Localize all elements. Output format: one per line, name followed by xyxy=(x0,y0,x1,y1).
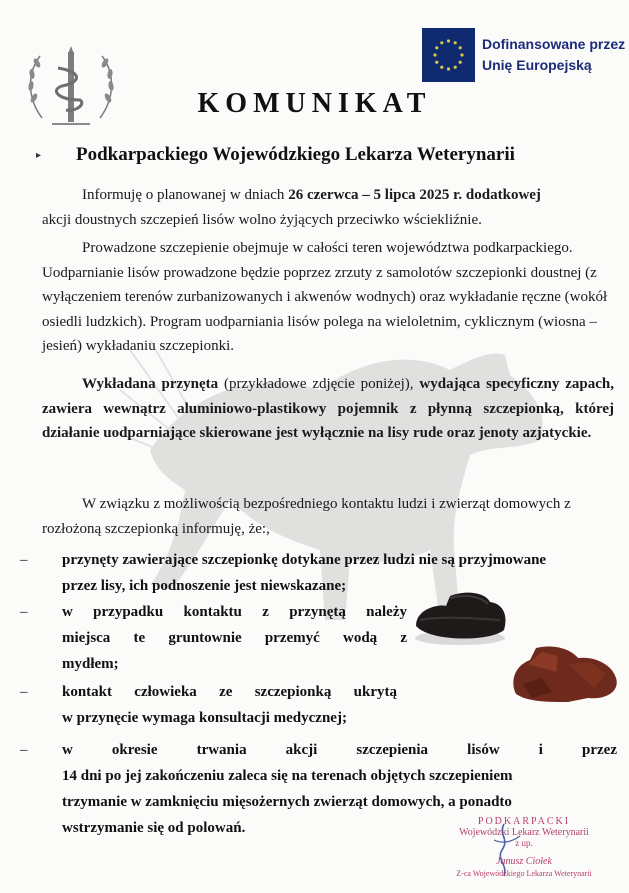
bullet-4-line4: wstrzymanie się od polowań. xyxy=(62,820,246,836)
bullet-dash: – xyxy=(20,684,28,700)
bullet-4-line2: 14 dni po jej zakończeniu zaleca się na terenach objętych szczepieniem xyxy=(62,768,513,784)
bait-note: (przykładowe zdjęcie poniżej), xyxy=(218,376,420,392)
campaign-dates: 26 czerwca – 5 lipca 2025 r. dodatkowej xyxy=(288,187,541,203)
bait-photo-dark xyxy=(410,586,510,648)
page-subtitle: Podkarpackiego Wojewódzkiego Lekarza Weterynarii xyxy=(76,144,515,165)
bullet-3-line2: w przynęcie wymaga konsultacji medycznej; xyxy=(62,710,347,726)
eu-funding-line1: Dofinansowane przez xyxy=(482,36,626,52)
bullet-2-line2: miejsca te gruntownie przemyć wodą z xyxy=(62,630,407,646)
bait-label: Wykładana przynęta xyxy=(82,376,219,392)
bullet-dash: – xyxy=(20,742,28,758)
eu-funding-line2: Unię Europejską xyxy=(482,57,592,73)
bullet-dash: – xyxy=(20,552,28,568)
bullet-4-line1: w okresie trwania akcji szczepienia lisów i przez xyxy=(62,742,617,758)
intro-text: Informuję o planowanej w dniach xyxy=(82,187,289,203)
bullet-4-line3: trzymanie w zamknięciu mięsożernych zwierząt domowych, a ponadto xyxy=(62,794,512,810)
signatory-stamp xyxy=(434,856,614,880)
scan-mark: ▸ xyxy=(36,150,42,161)
bait-description: wydająca specyficzny zapach, zawiera wewnątrz aluminiowo-plastikowy pojemnik z płynną szczepionką, której działanie uodparniające skierowane jest wyłącznie na lisy rude oraz jenoty azjatyckie xyxy=(42,376,615,441)
bullet-2-line3: mydłem; xyxy=(62,656,119,672)
stamp-line2: Wojewódzki Lekarz Weterynarii xyxy=(459,827,589,838)
signatory-role: Z-ca Wojewódzkiego Lekarza Weterynarii xyxy=(456,869,592,878)
intro-text-rest: akcji doustnych szczepień lisów wolno żyjących przeciwko wściekliźnie. xyxy=(42,211,482,228)
bullet-2-line1: w przypadku kontaktu z przynętą należy xyxy=(62,604,407,620)
bullet-1-line2: przez lisy, ich podnoszenie jest niewskazane; xyxy=(62,578,347,594)
intro-paragraph xyxy=(42,183,614,232)
bait-end: . xyxy=(587,425,592,441)
signatory-name: Janusz Ciołek xyxy=(496,856,552,867)
bait-paragraph xyxy=(42,372,614,446)
contact-paragraph: W związku z możliwością bezpośredniego kontaktu ludzi i zwierząt domowych z rozłożoną szczepionką informuję, że:, xyxy=(42,496,571,537)
bait-photo-brown xyxy=(508,644,620,704)
scope-paragraph: Prowadzone szczepienie obejmuje w całości teren województwa podkarpackiego. Uodparnianie lisów prowadzone będzie poprzez zrzuty z samolotów szczepionki doustnej (z wyłączeniem terenów zurbanizowanych i akwenów wodnych) oraz wykładanie ręczne (wokół osiedli ludzkich). Program uodparniania lisów polega na wieloletnim, cyklicznym (wiosna – jesień) wykładaniu szczepionki. xyxy=(42,240,608,354)
veterinary-emblem-logo xyxy=(22,38,120,136)
bullet-3-line1: kontakt człowieka ze szczepionką ukrytą xyxy=(62,684,397,700)
stamp-line1: PODKARPACKI xyxy=(477,816,571,827)
eu-funding-label xyxy=(482,34,625,76)
eu-flag-icon xyxy=(422,28,475,82)
page-title: KOMUNIKAT xyxy=(197,88,432,119)
bullet-1-line1: przynęty zawierające szczepionkę dotykane przez ludzi nie są przyjmowane xyxy=(62,552,547,568)
stamp-line3: z up. xyxy=(515,838,533,848)
bullet-dash: – xyxy=(20,604,28,620)
